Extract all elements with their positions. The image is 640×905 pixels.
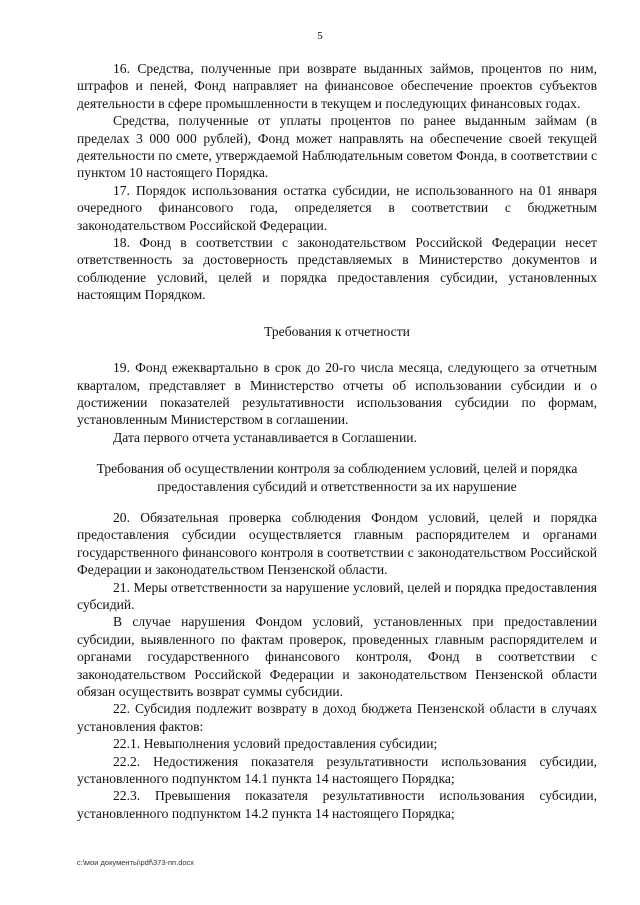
paragraph-21: 21. Меры ответственности за нарушение условий, целей и порядка предоставления субсидий. xyxy=(77,579,597,612)
paragraph-21-violation: В случае нарушения Фондом условий, установленных при предоставлении субсидии, выявленного по фактам проверок, проведенных главным распорядителем и органами государственного финансового контроля, Фонд в соответствии с законодательством Российской Федерации и законодательством Пензенской области обязан осуществить возврат суммы субсидии. xyxy=(77,614,597,699)
paragraph-19: 19. Фонд ежеквартально в срок до 20-го числа месяца, следующего за отчетным кварталом, представляет в Министерство отчеты об использовании субсидии и о достижении показателей результативности использования субсидии по формам, установленным Министерством в соглашении. xyxy=(77,360,597,428)
paragraph-16: 16. Средства, полученные при возврате выданных займов, процентов по ним, штрафов и пеней, Фонд направляет на финансовое обеспечение проектов субъектов деятельности в сфере промышленности в текущем и последующих финансовых годах. xyxy=(77,61,597,111)
spacer xyxy=(77,304,597,323)
paragraph-16-interest: Средства, полученные от уплаты процентов по ранее выданным займам (в пределах 3 000 000 рублей), Фонд может направлять на обеспечение своей текущей деятельности по смете, утверждаемой Наблюдательным советом Фонда, в соответствии с пунктом 10 настоящего Порядка. xyxy=(77,113,597,181)
paragraph-20: 20. Обязательная проверка соблюдения Фондом условий, целей и порядка предоставления субсидии осуществляется главным распорядителем и органами государственного финансового контроля в соответствии с законодательством Российской Федерации и законодательством Пензенской области. xyxy=(77,509,597,578)
paragraph-19-first-report: Дата первого отчета устанавливается в Соглашении. xyxy=(113,429,417,445)
spacer xyxy=(77,446,597,460)
paragraph-22-3: 22.3. Превышения показателя результативности использования субсидии, установленного подпунктом 14.2 пункта 14 настоящего Порядка; xyxy=(77,788,597,821)
heading-control: Требования об осуществлении контроля за соблюдением условий, целей и порядка предоставления субсидий и ответственности за их нарушение xyxy=(96,461,578,494)
paragraph-22-1: 22.1. Невыполнения условий предоставления субсидии; xyxy=(113,736,438,752)
paragraph-17: 17. Порядок использования остатка субсидии, не использованного на 01 января очередного финансового года, определяется в соответствии с бюджетным законодательством Российской Федерации. xyxy=(77,182,597,233)
page-number: 5 xyxy=(317,30,323,42)
footer-file-path: с:\мои документы\pdf\373-пп.docx xyxy=(77,858,195,867)
spacer xyxy=(77,495,597,509)
paragraph-22-2: 22.2. Недостижения показателя результативности использования субсидии, установленного подпунктом 14.1 пункта 14 настоящего Порядка; xyxy=(77,753,597,787)
document-body xyxy=(77,60,597,822)
spacer xyxy=(77,340,597,359)
heading-reporting: Требования к отчетности xyxy=(264,323,410,339)
paragraph-22: 22. Субсидия подлежит возврату в доход бюджета Пензенской области в случаях установления фактов: xyxy=(77,701,597,734)
paragraph-18: 18. Фонд в соответствии с законодательством Российской Федерации несет ответственность за достоверность представляемых в Министерство документов и соблюдение условий, целей и порядка предоставления субсидии, установленных настоящим Порядком. xyxy=(77,235,597,303)
